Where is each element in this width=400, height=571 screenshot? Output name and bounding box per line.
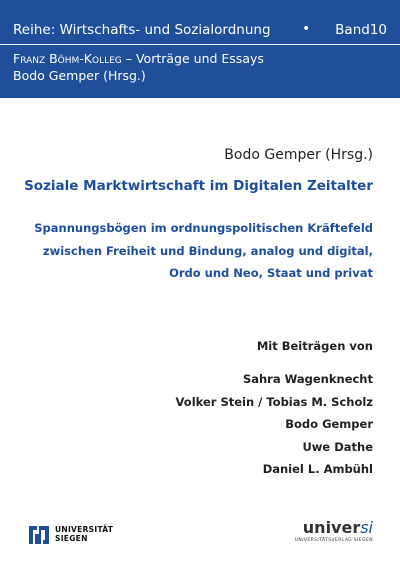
contributor-name: Bodo Gemper [285, 417, 373, 431]
publisher-wordmark-main: univer [302, 518, 361, 537]
university-siegen-logo [27, 522, 157, 548]
university-name-line2: SIEGEN [55, 534, 88, 543]
university-name [55, 525, 113, 543]
band-number: Band10 [335, 22, 387, 38]
subtitle-line: zwischen Freiheit und Bindung, analog und digital, [42, 243, 373, 258]
collection-name: Franz Böhm-Kolleg [13, 51, 122, 66]
university-siegen-logo-icon [27, 522, 51, 548]
contributor-name: Uwe Dathe [302, 439, 373, 454]
contributors-heading: Mit Beiträgen von [256, 339, 373, 353]
contributors-list [53, 368, 373, 481]
subtitle-line: Ordo und Neo, Staat und privat [169, 266, 373, 280]
series-divider [0, 44, 400, 45]
contributor-name: Volker Stein / Tobias M. Scholz [175, 394, 373, 409]
collection-line [13, 50, 387, 67]
author-editor: Bodo Gemper (Hrsg.) [224, 147, 373, 163]
publisher-wordmark [283, 518, 373, 538]
series-line [13, 22, 387, 42]
collection-info [13, 50, 387, 84]
publisher-wordmark-highlight: si [360, 518, 373, 537]
header-editor-line: Bodo Gemper (Hrsg.) [13, 68, 146, 83]
universi-publisher-logo [283, 518, 373, 550]
series-header-band [0, 0, 400, 98]
book-subtitle [13, 217, 373, 285]
series-bullet: • [302, 21, 311, 37]
contributor-name: Daniel L. Ambühl [262, 462, 373, 476]
contributor-name: Sahra Wagenknecht [242, 372, 373, 386]
subtitle-line: Spannungsbögen im ordnungspolitischen Kräftefeld [34, 221, 373, 235]
collection-description: – Vorträge und Essays [121, 51, 264, 66]
university-name-line1: UNIVERSITÄT [55, 525, 114, 534]
publisher-tagline: UNIVERSITÄTSVERLAG SIEGEN [294, 538, 373, 543]
book-title: Soziale Marktwirtschaft im Digitalen Zeitalter [24, 178, 373, 194]
series-label: Reihe: Wirtschafts- und Sozialordnung [13, 22, 271, 38]
